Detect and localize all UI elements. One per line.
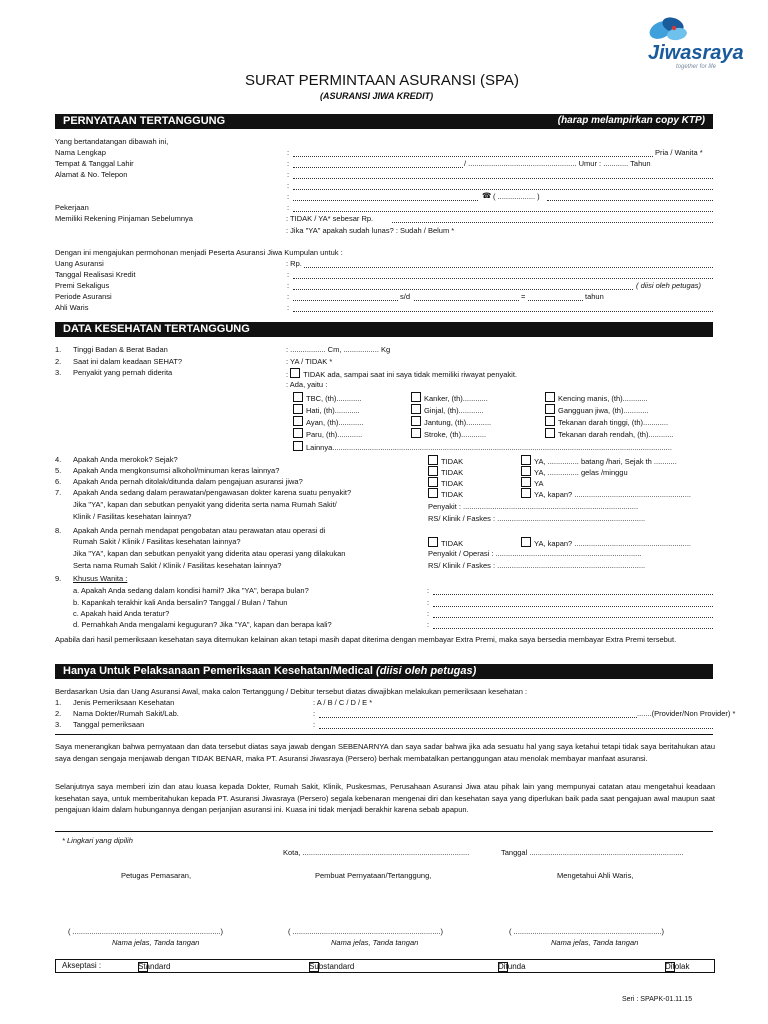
checkbox[interactable] <box>293 441 303 451</box>
pekerjaan-field[interactable] <box>293 211 713 212</box>
form-code: Seri : SPAPK-01.11.15 <box>622 996 693 1003</box>
section-kesehatan-header <box>55 322 713 337</box>
disease-item[interactable]: Jantung, (th)............ <box>411 416 491 427</box>
checkbox[interactable] <box>521 537 531 547</box>
disease-item[interactable]: Kencing manis, (th)............ <box>545 392 648 403</box>
section-title: Hanya Untuk Pelaksanaan Pemeriksaan Kesehatan/Medical <box>63 665 373 677</box>
section-medical-header <box>55 664 713 679</box>
medical-dokter-label: Nama Dokter/Rumah Sakit/Lab. <box>73 709 179 718</box>
mengetahui-label: Mengetahui Ahli Waris, <box>557 871 634 880</box>
disease-other[interactable]: Lainnya................................................................................................................................................................... <box>293 441 672 452</box>
q6-label: Apakah Anda pernah ditolak/ditunda dalam pengajuan asuransi jiwa? <box>73 477 303 486</box>
alamat-field-2[interactable] <box>293 189 713 190</box>
phone-icon: ☎ <box>482 191 492 200</box>
disease-item[interactable]: Tekanan darah rendah, (th)............ <box>545 428 673 439</box>
medical-dokter-field[interactable] <box>319 717 637 718</box>
disease-item[interactable]: Hati, (th)............ <box>293 404 360 415</box>
q4-ya[interactable]: YA, ............... batang /hari, Sejak th ........... <box>521 455 677 466</box>
q8-ya[interactable]: YA, kapan? ........................................................ <box>521 537 691 548</box>
checkbox[interactable] <box>545 428 555 438</box>
q1-label: Tinggi Badan & Berat Badan <box>73 345 168 354</box>
q9a-field[interactable] <box>433 594 713 595</box>
checkbox[interactable] <box>521 466 531 476</box>
checkbox[interactable] <box>428 477 438 487</box>
q7-ya[interactable]: YA, kapan? ........................................................ <box>521 488 691 499</box>
q6-tidak[interactable]: TIDAK <box>428 477 463 488</box>
tempat-lahir-field[interactable] <box>293 167 463 168</box>
label-tgl-kredit: Tanggal Realisasi Kredit <box>55 270 136 279</box>
intro2-text: Dengan ini mengajukan permohonan menjadi Peserta Asuransi Jiwa Kumpulan untuk : <box>55 248 343 257</box>
q7-tidak[interactable]: TIDAK <box>428 488 463 499</box>
nama-jelas-label: Nama jelas, Tanda tangan <box>112 938 200 947</box>
q8-tidak[interactable]: TIDAK <box>428 537 463 548</box>
label-nama: Nama Lengkap <box>55 148 106 157</box>
nama-field[interactable] <box>293 156 653 157</box>
section-title: PERNYATAAN TERTANGGUNG <box>63 115 226 127</box>
section-pernyataan-header <box>55 114 713 129</box>
akseptasi-label: Akseptasi : <box>62 961 102 970</box>
checkbox[interactable] <box>521 455 531 465</box>
diisi-note: ( diisi oleh petugas) <box>636 281 702 290</box>
divider <box>55 734 713 735</box>
pembuat-signature-field[interactable]: ( .......................................................................) <box>288 927 444 936</box>
divider <box>55 831 713 832</box>
label-uang: Uang Asuransi <box>55 259 104 268</box>
checkbox[interactable] <box>411 392 421 402</box>
q8-rs-field[interactable]: RS/ Klinik / Faskes : ....................................................................... <box>428 561 646 570</box>
page-subtitle: (ASURANSI JIWA KREDIT) <box>320 91 434 101</box>
label-periode: Periode Asuransi <box>55 292 112 301</box>
checkbox[interactable] <box>521 477 531 487</box>
q8-penyakit-field[interactable]: Penyakit / Operasi : ...................................................................... <box>428 549 642 558</box>
q8-label: Apakah Anda pernah mendapat pengobatan atau perawatan atau operasi di <box>73 526 326 535</box>
kota-field[interactable]: Kota, ................................................................................ <box>283 848 470 857</box>
petugas-label: Petugas Pemasaran, <box>121 871 192 880</box>
page-title: SURAT PERMINTAAN ASURANSI (SPA) <box>245 72 519 89</box>
q7-label: Apakah Anda sedang dalam perawatan/pengawasan dokter karena suatu penyakit? <box>73 488 352 497</box>
rekening-amount-field[interactable] <box>392 222 713 223</box>
disease-item[interactable]: Stroke, (th)............ <box>411 428 486 439</box>
q2-label: Saat ini dalam keadaan SEHAT? <box>73 357 183 366</box>
section-note: (harap melampirkan copy KTP) <box>557 115 705 126</box>
q3-tidak-ada[interactable]: : TIDAK ada, sampai saat ini saya tidak memiliki riwayat penyakit. <box>286 370 518 379</box>
periode-start-field[interactable] <box>293 300 398 301</box>
disease-item[interactable]: Gangguan jiwa, (th)............ <box>545 404 648 415</box>
tgl-kredit-field[interactable] <box>293 278 713 279</box>
logo-tagline: together for life <box>676 64 717 70</box>
q3-ada: : Ada, yaitu : <box>286 380 328 389</box>
lunas-choice[interactable]: : Jika "YA" apakah sudah lunas? : Sudah / Belum * <box>286 226 455 235</box>
checkbox[interactable] <box>428 466 438 476</box>
checkbox[interactable] <box>428 488 438 498</box>
intro-text: Yang bertandatangan dibawah ini, <box>55 137 169 146</box>
checkbox[interactable] <box>545 392 555 402</box>
section-title: DATA KESEHATAN TERTANGGUNG <box>63 323 250 335</box>
label-ttl: Tempat & Tanggal Lahir <box>55 159 134 168</box>
tanggal-field[interactable]: Tanggal .......................................................................... <box>501 848 684 857</box>
uang-field[interactable] <box>304 267 713 268</box>
premi-field[interactable] <box>293 289 633 290</box>
pembuat-label: Pembuat Pernyataan/Tertanggung, <box>315 871 432 880</box>
label-pekerjaan: Pekerjaan <box>55 203 89 212</box>
checkbox[interactable] <box>428 455 438 465</box>
label-premi: Premi Sekaligus <box>55 281 110 290</box>
checkbox[interactable] <box>293 392 303 402</box>
provider-choice[interactable]: .......(Provider/Non Provider) * <box>637 709 736 718</box>
declaration-p1: Saya menerangkan bahwa pernyataan dan data tersebut diatas saya jawab dengan SEBENARNYA dan saya sadar bahwa jika ada sesuatu hal yang saya ketahui tetapi tidak saya beritahukan atau saya dengan sengaja menjawab dengan TIDAK BENAR, maka PT. Asuransi Jiwasraya (Persero) berhak membatalkan pertanggungan atau menolak membayar manfaat asuransi. <box>55 742 715 763</box>
q9a-label: a. Apakah Anda sedang dalam kondisi hamil? Jika "YA", berapa bulan? <box>73 586 309 595</box>
nama-jelas-label: Nama jelas, Tanda tangan <box>551 938 639 947</box>
label-ahli: Ahli Waris <box>55 303 89 312</box>
ahli-waris-field[interactable] <box>293 311 713 312</box>
checkbox[interactable] <box>293 404 303 414</box>
label-alamat: Alamat & No. Telepon <box>55 170 128 179</box>
section-title-note: (diisi oleh petugas) <box>376 665 477 677</box>
disease-item[interactable]: Ginjal, (th)............ <box>411 404 484 415</box>
checkbox[interactable] <box>428 537 438 547</box>
q9c-field[interactable] <box>433 617 713 618</box>
q9b-field[interactable] <box>433 606 713 607</box>
phone-field[interactable]: ( .................. ) <box>493 192 540 201</box>
disease-item[interactable]: Ayan, (th)............ <box>293 416 363 427</box>
medical-tanggal-field[interactable] <box>319 728 713 729</box>
checkbox[interactable] <box>411 428 421 438</box>
umur-field[interactable]: / .................................................... Umur : ............ Tahun <box>464 159 651 168</box>
declaration-p2: Selanjutnya saya memberi izin dan atau kuasa kepada Dokter, Rumah Sakit, Klinik, Puskesmas, Perusahaan Asuransi Jiwa atau pihak lain yang mempunyai catatan atau mengetahui keadaan kesehatan saya, untuk memberitahukan kepada PT. Asuransi Jiwasraya (Persero) segala kebenaran mengenai diri dan kesehatan saya yang diperlukan baik pada saat pengajuan awal maupun saat pengajuan klaim dalam hubungannya dengan perjanjian asuransi ini. Kuasa ini tidak menjadi berakhir karena sebab apapun. <box>55 782 715 814</box>
q3-label: Penyakit yang pernah diderita <box>73 368 173 377</box>
ahli-signature-field[interactable]: ( .......................................................................) <box>509 927 665 936</box>
label-rekening: Memiliki Rekening Pinjaman Sebelumnya <box>55 214 193 223</box>
q5-tidak[interactable]: TIDAK <box>428 466 463 477</box>
gender-choice[interactable]: Pria / Wanita * <box>655 148 703 157</box>
q5-label: Apakah Anda mengkonsumsi alkohol/minuman keras lainnya? <box>73 466 280 475</box>
checkbox[interactable] <box>293 428 303 438</box>
medical-jenis-choice[interactable]: : A / B / C / D / E * <box>313 698 373 707</box>
checkbox[interactable] <box>411 416 421 426</box>
nama-jelas-label: Nama jelas, Tanda tangan <box>331 938 419 947</box>
checkbox[interactable] <box>545 416 555 426</box>
checkbox[interactable] <box>411 404 421 414</box>
q9b-label: b. Kapankah terakhir kali Anda bersalin? Tanggal / Bulan / Tahun <box>73 598 288 607</box>
q9d-field[interactable] <box>433 628 713 629</box>
disease-item[interactable]: TBC, (th)............ <box>293 392 361 403</box>
disease-item[interactable]: Kanker, (th)............ <box>411 392 488 403</box>
q4-tidak[interactable]: TIDAK <box>428 455 463 466</box>
q7-rs-field[interactable]: RS/ Klinik / Faskes : ....................................................................... <box>428 514 646 523</box>
extra-premi-note: Apabila dari hasil pemeriksaan kesehatan saya ditemukan kelainan akan tetapi masih dapat diterima dengan membayar Extra Premi, maka saya bersedia membayar Extra Premi tersebut. <box>55 635 677 644</box>
disease-item[interactable]: Tekanan darah tinggi, (th)............ <box>545 416 668 427</box>
q5-ya[interactable]: YA, ............... gelas /minggu <box>521 466 628 477</box>
q6-ya[interactable]: YA <box>521 477 543 488</box>
medical-intro: Berdasarkan Usia dan Uang Asuransi Awal, maka calon Tertanggung / Debitur tersebut diatas diwajibkan melakukan pemeriksaan kesehatan : <box>55 687 528 696</box>
alamat-field-3[interactable] <box>293 200 478 201</box>
rekening-choice[interactable]: : TIDAK / YA* sebesar Rp. <box>286 214 374 223</box>
lingkari-note: * Lingkari yang dipilih <box>62 836 133 845</box>
alamat-field-1[interactable] <box>293 178 713 179</box>
periode-end-field[interactable] <box>414 300 519 301</box>
medical-tanggal-label: Tanggal pemeriksaan <box>73 720 145 729</box>
petugas-signature-field[interactable]: ( .......................................................................) <box>68 927 224 936</box>
q9c-label: c. Apakah haid Anda teratur? <box>73 609 170 618</box>
checkbox[interactable] <box>293 416 303 426</box>
q2-answer[interactable]: : YA / TIDAK * <box>286 357 333 366</box>
logo-name: Jiwasraya <box>648 42 744 64</box>
checkbox[interactable] <box>290 368 300 378</box>
q4-label: Apakah Anda merokok? Sejak? <box>73 455 178 464</box>
q1-answer[interactable]: : ................. Cm, ................. Kg <box>286 345 391 354</box>
akseptasi-row: Akseptasi : Standard Substandard Ditunda Ditolak <box>55 959 715 973</box>
q7-penyakit-field[interactable]: Penyakit : .................................................................................... <box>428 502 639 511</box>
q9-label: Khusus Wanita : <box>73 574 128 583</box>
medical-jenis-label: Jenis Pemeriksaan Kesehatan <box>73 698 175 707</box>
disease-item[interactable]: Paru, (th)............ <box>293 428 362 439</box>
checkbox[interactable] <box>521 488 531 498</box>
periode-tahun-field[interactable] <box>528 300 583 301</box>
q9d-label: d. Pernahkah Anda mengalami keguguran? Jika "YA", kapan dan berapa kali? <box>73 620 332 629</box>
checkbox[interactable] <box>545 404 555 414</box>
